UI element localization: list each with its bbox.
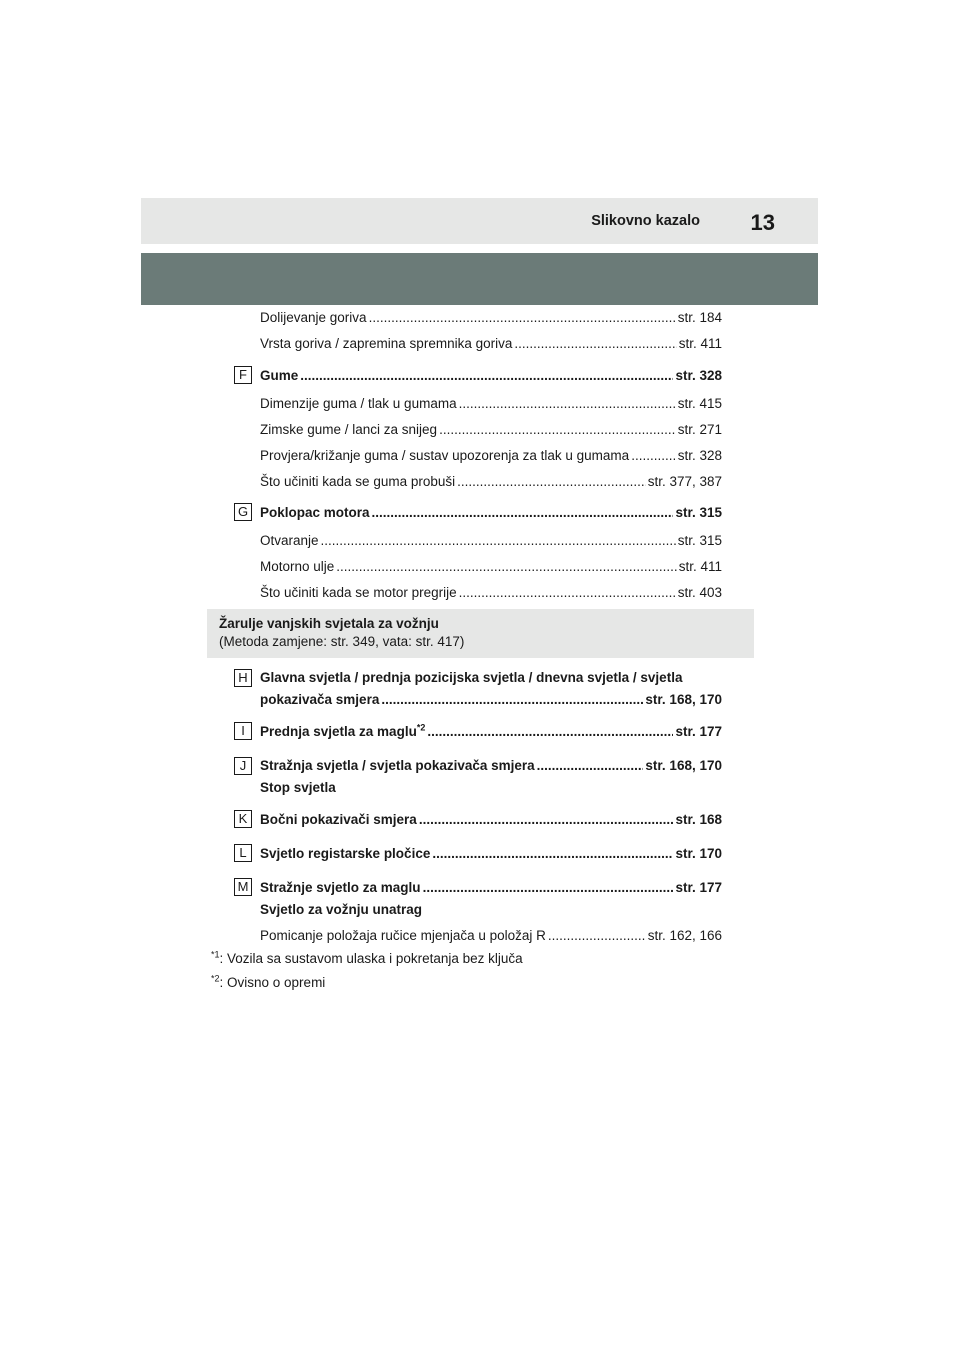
footnote-1: $^{*1}$: Vozila sa sustavom ulaska i pokretanja bez ključa <box>211 949 523 966</box>
headlights-entry-line1: Glavna svjetla / prednja pozicijska svjetla / dnevna svjetla / svjetla <box>260 670 683 685</box>
index-entry[interactable]: Motorno ulje ..... str. 411 <box>260 558 722 576</box>
index-entry[interactable]: Što učiniti kada se motor pregrije ..... str. 403 <box>260 584 722 602</box>
index-entry[interactable]: Provjera/križanje guma / sustav upozorenja za tlak u gumama ..... str. 328 <box>260 447 722 465</box>
marker-j: J <box>234 757 252 775</box>
marker-g: G <box>234 503 252 521</box>
marker-i: I <box>234 722 252 740</box>
section-title: Slikovno kazalo <box>591 213 700 229</box>
index-entry[interactable]: Vrsta goriva / zapremina spremnika goriva ..... str. 411 <box>260 335 722 353</box>
side-indicators-entry[interactable]: Bočni pokazivači smjera ..... str. 168 <box>260 811 722 829</box>
index-entry[interactable]: Dolijevanje goriva ..... str. 184 <box>260 309 722 327</box>
headlights-entry[interactable]: pokazivača smjera ..... str. 168, 170 <box>260 691 722 709</box>
tires-entry[interactable]: Gume ..... str. 328 <box>260 367 722 385</box>
index-entry[interactable]: Što učiniti kada se guma probuši ..... str. 377, 387 <box>260 473 722 491</box>
marker-f: F <box>234 366 252 384</box>
page-number: 13 <box>750 210 775 235</box>
bulbs-title: Žarulje vanjskih svjetala za vožnju <box>219 616 439 631</box>
marker-m: M <box>234 878 252 896</box>
footnote-2: $^{*2}$: Ovisno o opremi <box>211 973 326 990</box>
rear-fog-light-entry[interactable]: Stražnje svjetlo za maglu ..... str. 177 <box>260 879 722 897</box>
index-entry[interactable]: Otvaranje ..... str. 315 <box>260 532 722 550</box>
hood-entry[interactable]: Poklopac motora ..... str. 315 <box>260 504 722 522</box>
index-entry[interactable]: Dimenzije guma / tlak u gumama ..... str. 415 <box>260 395 722 413</box>
page-header <box>141 198 818 244</box>
index-entry[interactable]: Zimske gume / lanci za snijeg ..... str. 271 <box>260 421 722 439</box>
stop-lights-label: Stop svjetla <box>260 780 336 795</box>
reverse-light-label: Svjetlo za vožnju unatrag <box>260 902 423 917</box>
marker-k: K <box>234 810 252 828</box>
rear-lights-entry[interactable]: Stražnja svjetla / svjetla pokazivača smjera ..... str. 168, 170 <box>260 757 722 775</box>
header-band <box>141 253 818 305</box>
index-entry[interactable]: Pomicanje položaja ručice mjenjača u položaj R ..... str. 162, 166 <box>260 927 722 945</box>
bulbs-section-header <box>207 609 754 658</box>
license-light-entry[interactable]: Svjetlo registarske pločice ..... str. 170 <box>260 845 722 863</box>
bulbs-subtitle: (Metoda zamjene: str. 349, vata: str. 417) <box>219 634 465 649</box>
marker-l: L <box>234 844 252 862</box>
fog-lights-entry[interactable]: Prednja svjetla za maglu$^{*2}$ ..... str. 177 <box>260 723 722 741</box>
marker-h: H <box>234 669 252 687</box>
